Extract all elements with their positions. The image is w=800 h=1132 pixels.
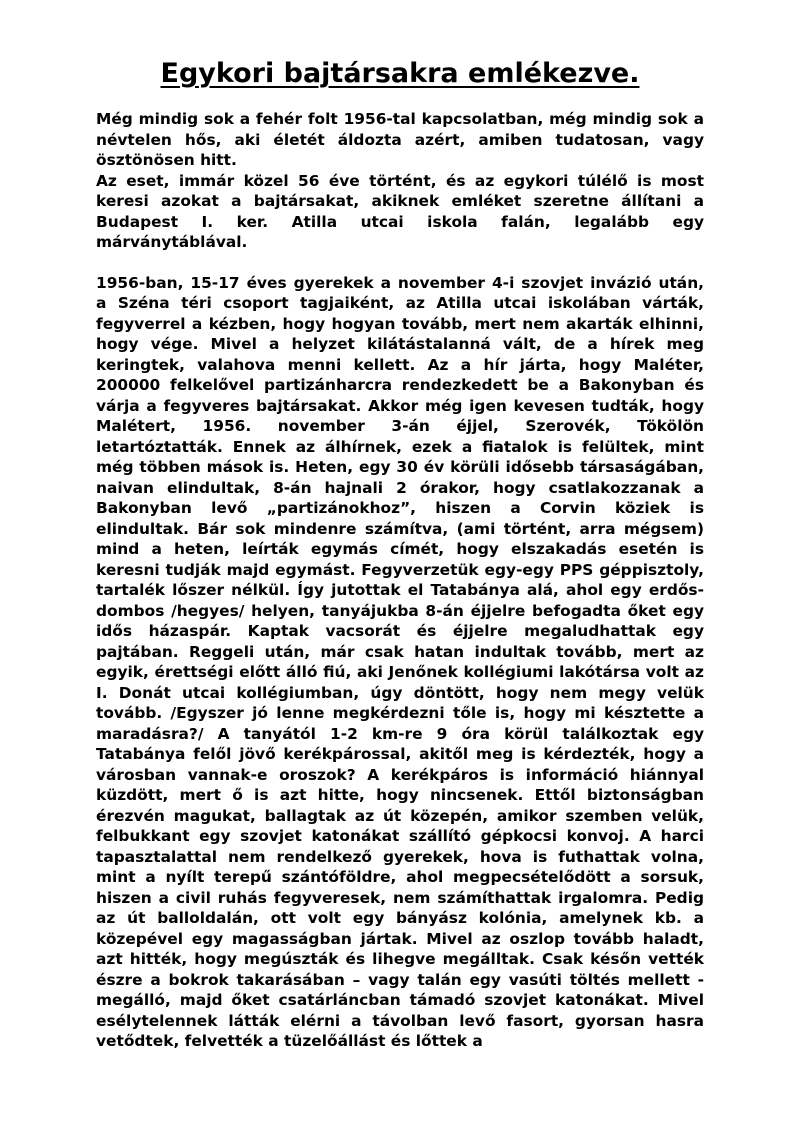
page-title: Egykori bajtársakra emlékezve. (160, 58, 640, 89)
paragraph-intro: Még mindig sok a fehér folt 1956-tal kapcsolatban, még mindig sok a névtelen hős, aki életét áldozta azért, amiben tudatosan, vagy ösztönösen hitt. (96, 110, 704, 169)
paragraph-spacer (96, 253, 704, 273)
paragraph-context: Az eset, immár közel 56 éve történt, és az egykori túlélő is most keresi azokat a bajtársakat, akiknek emléket szeretne állítani a Budapest I. ker. Atilla utcai iskola falán, legalább egy márványtáblával. (96, 171, 704, 251)
paragraph-story: 1956-ban, 15-17 éves gyerekek a november 4-i szovjet invázió után, a Széna téri csoport tagjaiként, az Atilla utcai iskolában várták, fegyverrel a kézben, hogy hogyan tovább, mert nem akarták elhinni, hogy vége. Mivel a helyzet kilátástalanná vált, de a hírek meg keringtek, valahova menni kellett. Az a hír járta, hogy Maléter, 200000 felkelővel partizánharcra rendezkedett be a Bakonyban és várja a fegyveres bajtársakat. Akkor még igen kevesen tudták, hogy Malétert, 1956. november 3-án éjjel, Szerovék, Tökölön letartóztatták. Ennek az álhírnek, ezek a fiatalok is felültek, mint még többen mások is. Heten, egy 30 év körüli idősebb társaságában, naivan elindultak, 8-án hajnali 2 órakor, hogy csatlakozzanak a Bakonyban levő „partizánokhoz”, hiszen a Corvin köziek is elindultak. Bár sok mindenre számítva, (ami történt, arra mégsem) mind a heten, leírták egymás címét, hogy elszakadás esetén is keresni tudják majd egymást. Fegyverzetük egy-egy PPS géppisztoly, tartalék lőszer nélkül. Így jutottak el Tatabánya alá, ahol egy erdős-dombos /hegyes/ helyen, tanyájukba 8-án éjjelre befogadta őket egy idős házaspár. Kaptak vacsorát és éjjelre megaludhattak egy pajtában. Reggeli után, már csak hatan indultak tovább, mert az egyik, érettségi előtt álló fiú, aki Jenőnek kollégiumi lakótársa volt az I. Donát utcai kollégiumban, úgy döntött, hogy nem megy velük tovább. /Egyszer jó lenne megkérdezni tőle is, hogy mi késztette a maradásra?/ A tanyától 1-2 km-re 9 óra körül találkoztak egy Tatabánya felől jövő kerékpárossal, akitől meg is kérdezték, hogy a városban vannak-e oroszok? A kerékpáros is információ hiánnyal küzdött, mert ő is azt hitte, hogy nincsenek. Ettől biztonságban érezvén magukat, ballagtak az út közepén, amikor szemben velük, felbukkant egy szovjet katonákat szállító gépkocsi konvoj. A harci tapasztalattal nem rendelkező gyerekek, hova is futhattak volna, mint a nyílt terepű szántóföldre, ahol megpecsételődött a sorsuk, hiszen a civil ruhás fegyveresek, nem számíthattak irgalomra. Pedig az út balloldalán, ott volt egy bányász kolónia, amelynek kb. a közepével egy magasságban jártak. Mivel az oszlop tovább haladt, azt hitték, hogy megúszták és lihegve megálltak. Csak későn vették észre a bokrok takarásában – vagy talán egy vasúti töltés mellett - megálló, majd őket csatárláncban támadó szovjet katonákat. Mivel esélytelennek látták elérni a távolban levő fasort, gyorsan hasra vetődtek, felvették a tüzelőállást és lőttek a (96, 273, 704, 1050)
